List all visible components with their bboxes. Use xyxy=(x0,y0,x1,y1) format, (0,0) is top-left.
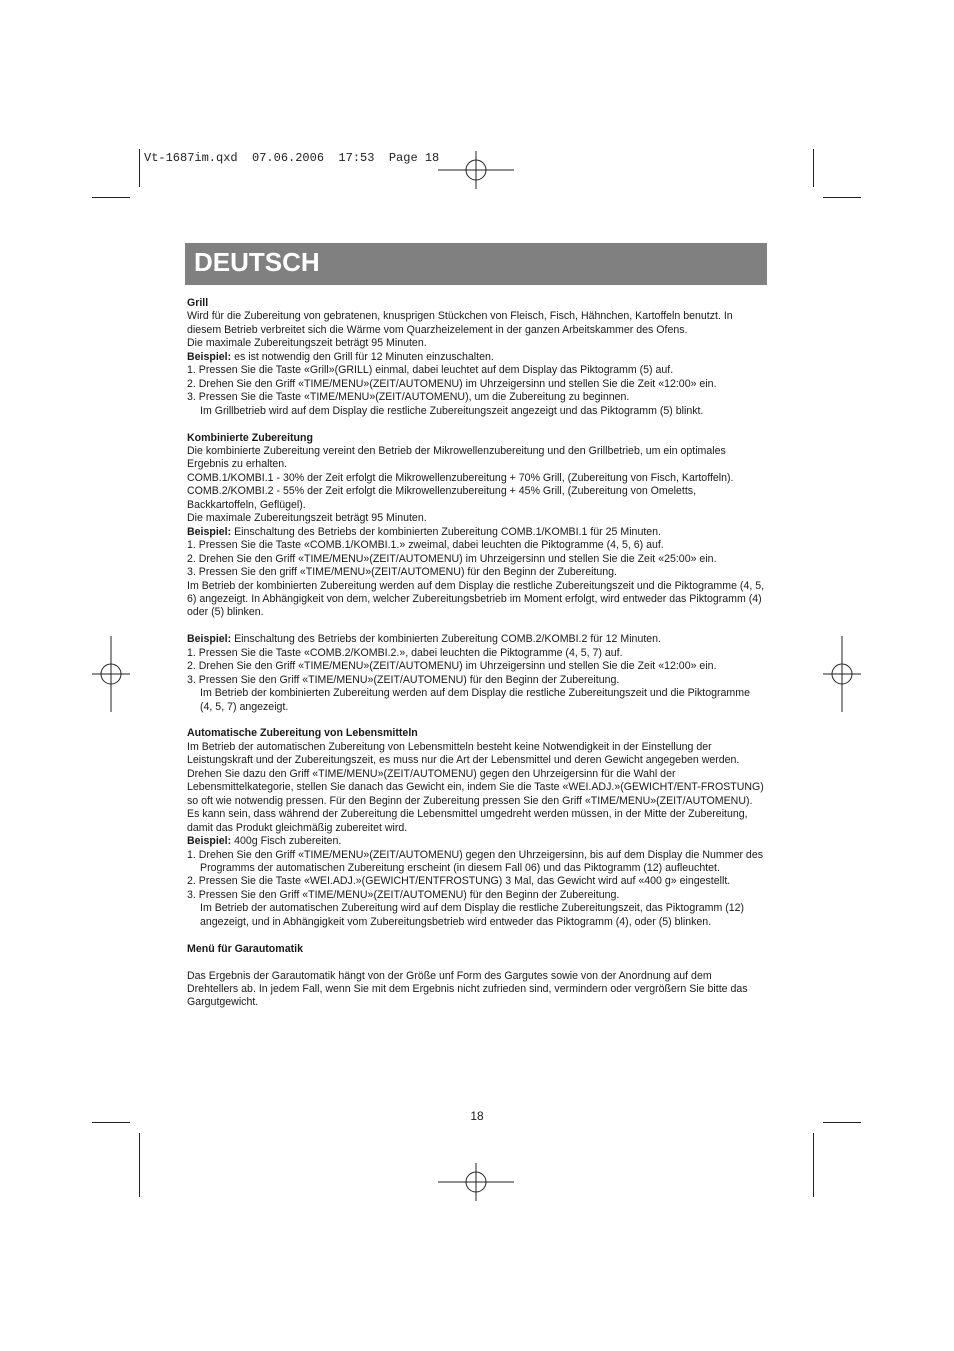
paragraph: COMB.1/KOMBI.1 - 30% der Zeit erfolgt die Mikrowellenzubereitung + 70% Grill, (Zubereitung von Fisch, Kartoffeln). xyxy=(187,471,734,484)
example-text: 400g Fisch zubereiten. xyxy=(231,835,342,848)
paragraph: Die maximale Zubereitungszeit beträgt 95 Minuten. xyxy=(187,512,427,525)
crop-mark xyxy=(813,1133,814,1197)
example-line xyxy=(187,351,765,364)
paragraph: Im Grillbetrieb wird auf dem Display die restliche Zubereitungszeit angezeigt und das Piktogramm (5) blinkt. xyxy=(200,404,704,417)
list-item: 2. Drehen Sie den Griff «TIME/MENU»(ZEIT/AUTOMENU) im Uhrzeigersinn und stellen Sie die Zeit «12:00» ein. xyxy=(187,660,717,673)
crop-mark xyxy=(813,149,814,187)
example-text: Einschaltung des Betriebs der kombinierten Zubereitung COMB.2/KOMBI.2 für 12 Minuten. xyxy=(231,633,662,646)
paragraph: COMB.2/KOMBI.2 - 55% der Zeit erfolgt die Mikrowellenzubereitung + 45% Grill, (Zubereitung von Omeletts, Backkartoffeln, Geflügel). xyxy=(187,485,697,511)
list-item: 2. Drehen Sie den Griff «TIME/MENU»(ZEIT/AUTOMENU) im Uhrzeigersinn und stellen Sie die Zeit «12:00» ein. xyxy=(187,377,717,390)
steps-list xyxy=(187,849,765,903)
crop-mark xyxy=(823,197,861,198)
list-item: 1. Pressen Sie die Taste «COMB.2/KOMBI.2.», dabei leuchten die Piktogramme (4, 5, 7) auf. xyxy=(187,646,623,659)
registration-mark-icon xyxy=(438,151,514,189)
crop-mark xyxy=(92,197,130,198)
crop-mark xyxy=(139,149,140,187)
paragraph: Es kann sein, dass während der Zubereitung die Lebensmittel umgedreht werden müssen, in der Mitte der Zubereitung, damit das Produkt gleichmäßig zubereitet wird. xyxy=(187,808,748,834)
list-item: 3. Pressen Sie den Griff «TIME/MENU»(ZEIT/AUTOMENU) für den Beginn der Zubereitung. xyxy=(187,673,620,686)
steps-list xyxy=(187,364,765,404)
paragraph: Wird für die Zubereitung von gebratenen, knusprigen Stückchen von Fleisch, Fisch, Hähnchen, Kartoffeln benutzt. In diesem Betrieb verbreitet sich die Wärme vom Quarzheizelement in der ganzen Arbeitskammer des Ofens. xyxy=(187,310,733,336)
document-body xyxy=(187,297,765,1010)
page-title: DEUTSCH xyxy=(194,247,320,277)
list-item: 3. Pressen Sie den Griff «TIME/MENU»(ZEIT/AUTOMENU) für den Beginn der Zubereitung. xyxy=(187,888,620,901)
paragraph: Im Betrieb der automatischen Zubereitung von Lebensmitteln besteht keine Notwendigkeit in der Einstellung der Leistungskraft und der Zubereitungszeit, es muss nur die Art der Lebensmittel und deren Gewicht angegeben werden. xyxy=(187,740,740,767)
paragraph: Im Betrieb der kombinierten Zubereitung werden auf dem Display die restliche Zubereitungszeit und die Piktogramme (4, 5, 7) angezeigt. xyxy=(200,687,750,713)
list-item: 3. Pressen Sie die Taste «TIME/MENU»(ZEIT/AUTOMENU), um die Zubereitung zu beginnen. xyxy=(187,391,630,404)
list-item: 1. Drehen Sie den Griff «TIME/MENU»(ZEIT/AUTOMENU) gegen den Uhrzeigersinn, bis auf dem Display die Nummer des Programms der automatischen Zubereitung erscheint (in diesem Fall 06) und das Piktogramm (12) aufleuchtet. xyxy=(187,848,764,874)
example-line xyxy=(187,835,765,848)
list-item: 2. Pressen Sie die Taste «WEI.ADJ.»(GEWICHT/ENTFROSTUNG) 3 Mal, das Gewicht wird auf «400 g» eingestellt. xyxy=(187,875,731,888)
paragraph: Die kombinierte Zubereitung vereint den Betrieb der Mikrowellenzubereitung und den Grillbetrieb, um ein optimales Ergebnis zu erhalten. xyxy=(187,444,726,471)
registration-mark-icon xyxy=(92,636,130,712)
example-label: Beispiel: xyxy=(187,525,232,538)
page-number: 18 xyxy=(470,1109,484,1123)
example-line xyxy=(187,526,765,539)
section-title-grill: Grill xyxy=(187,297,209,309)
list-item: 1. Pressen Sie die Taste «Grill»(GRILL) einmal, dabei leuchtet auf dem Display das Piktogramm (5) auf. xyxy=(187,364,674,377)
section-title-auto: Automatische Zubereitung von Lebensmitteln xyxy=(187,727,418,740)
paragraph: Das Ergebnis der Garautomatik hängt von der Größe unf Form des Gargutes sowie von der Anordnung auf dem Drehtellers ab. In jedem Fall, wenn Sie mit dem Ergebnis nicht zufrieden sind, vermindern oder vergrößern Sie bitte das Gargutgewicht. xyxy=(187,969,748,1009)
steps-list xyxy=(187,647,765,687)
print-slug: Vt-1687im.qxd 07.06.2006 17:53 Page 18 xyxy=(144,151,440,165)
section-title-menu: Menü für Garautomatik xyxy=(187,942,303,955)
crop-mark xyxy=(139,1133,140,1197)
paragraph: Die maximale Zubereitungszeit beträgt 95 Minuten. xyxy=(187,337,427,350)
example-label: Beispiel: xyxy=(187,633,232,646)
registration-mark-icon xyxy=(438,1163,514,1201)
example-label: Beispiel: xyxy=(187,350,232,363)
section-title-combined: Kombinierte Zubereitung xyxy=(187,431,313,444)
list-item: 2. Drehen Sie den Griff «TIME/MENU»(ZEIT/AUTOMENU) im Uhrzeigersinn und stellen Sie die Zeit «25:00» ein. xyxy=(187,552,717,565)
list-item: 3. Pressen Sie den griff «TIME/MENU»(ZEIT/AUTOMENU) für den Beginn der Zubereitung. xyxy=(187,566,618,579)
paragraph: Im Betrieb der automatischen Zubereitung wird auf dem Display die restliche Zubereitungszeit, das Piktogramm (12) angezeigt, und in Abhängigkeit vom Zubereitungsbetrieb wird entweder das Piktogramm (4), oder (5) blinken. xyxy=(200,902,745,928)
paragraph: Drehen Sie dazu den Griff «TIME/MENU»(ZEIT/AUTOMENU) gegen den Uhrzeigersinn für die Wahl der Lebensmittelkategorie, stellen Sie danach das Gewicht ein, indem Sie die Taste «WEI.ADJ.»(GEWICHT/ENT-FROSTUNG) so oft wie notwendig pressen. Für den Beginn der Zubereitung pressen Sie den Griff «TIME/MENU»(ZEIT/AUTOMENU). xyxy=(187,767,764,807)
paragraph: Im Betrieb der kombinierten Zubereitung werden auf dem Display die restliche Zubereitungszeit und die Piktogramme (4, 5, 6) angezeigt. In Abhängigkeit von dem, welcher Zubereitungsbetrieb im Moment erfolgt, wird entweder das Piktogramm (4) oder (5) blinken. xyxy=(187,579,765,619)
registration-mark-icon xyxy=(823,636,861,712)
example-line xyxy=(187,633,765,646)
list-item: 1. Pressen Sie die Taste «COMB.1/KOMBI.1.» zweimal, dabei leuchten die Piktogramme (4, 5, 6) auf. xyxy=(187,539,664,552)
example-text: es ist notwendig den Grill für 12 Minuten einzuschalten. xyxy=(231,350,494,363)
language-banner xyxy=(185,243,767,285)
example-text: Einschaltung des Betriebs der kombinierten Zubereitung COMB.1/KOMBI.1 für 25 Minuten. xyxy=(231,525,662,538)
example-label: Beispiel: xyxy=(187,835,232,848)
steps-list xyxy=(187,539,765,579)
